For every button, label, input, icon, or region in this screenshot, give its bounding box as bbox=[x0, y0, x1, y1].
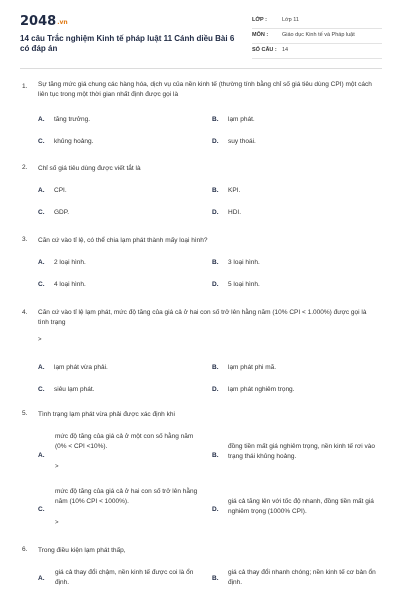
option-letter: C. bbox=[38, 138, 45, 145]
question-text: Tình trạng lạm phát vừa phải được xác định khi bbox=[38, 411, 175, 418]
option-letter: C. bbox=[38, 209, 45, 216]
option-letter: A. bbox=[38, 575, 45, 582]
option-text: siêu lạm phát. bbox=[54, 386, 95, 393]
question-text: Trong điều kiện lạm phát thấp, bbox=[38, 547, 126, 554]
option-letter: A. bbox=[38, 187, 45, 194]
option-d[interactable]: giá cả tăng lên với tốc độ nhanh, đồng tiền mất giá nghiêm trọng (1000% CPI). bbox=[228, 498, 374, 515]
question-number: 2. bbox=[22, 164, 28, 171]
logo-suffix: .vn bbox=[57, 19, 68, 26]
option-text: lạm phát phi mã. bbox=[228, 364, 277, 371]
meta-label: MÔN : bbox=[252, 32, 269, 38]
option-letter: D. bbox=[212, 138, 219, 145]
document-title: 14 câu Trắc nghiệm Kinh tế pháp luật 11 Cánh diều Bài 6 có đáp án bbox=[20, 34, 235, 53]
question-number: 6. bbox=[22, 546, 28, 553]
question-number: 3. bbox=[22, 236, 28, 243]
answer-arrow: > bbox=[55, 464, 59, 470]
option-letter: D. bbox=[212, 386, 219, 393]
option-letter: A. bbox=[38, 116, 45, 123]
option-letter: C. bbox=[38, 506, 45, 513]
option-letter: C. bbox=[38, 281, 45, 288]
meta-label: SỐ CÂU : bbox=[252, 47, 277, 53]
option-letter: B. bbox=[212, 259, 219, 266]
logo-text: 2048 bbox=[20, 14, 57, 29]
option-text: 4 loại hình. bbox=[54, 281, 86, 288]
option-letter: A. bbox=[38, 452, 45, 459]
meta-value: Giáo dục Kinh tế và Pháp luật bbox=[282, 32, 355, 38]
option-a[interactable]: mức độ tăng của giá cả ở một con số hằng năm (0% < CPI <10%). bbox=[55, 433, 194, 450]
option-text: khủng hoảng. bbox=[54, 138, 94, 145]
question-number: 5. bbox=[22, 410, 28, 417]
meta-value: Lớp 11 bbox=[282, 17, 299, 23]
option-text: tăng trưởng. bbox=[54, 116, 91, 123]
option-letter: B. bbox=[212, 187, 219, 194]
option-text: KPI. bbox=[228, 187, 241, 194]
option-letter: D. bbox=[212, 506, 219, 513]
question-text: Sự tăng mức giá chung các hàng hóa, dịch vụ của nền kinh tế (thường tính bằng chỉ số giá tiêu dùng CPI) một cách liên tục trong một thời gian nhất định được gọi là bbox=[38, 81, 372, 98]
option-letter: D. bbox=[212, 209, 219, 216]
option-letter: B. bbox=[212, 575, 219, 582]
question-number: 1. bbox=[22, 83, 28, 90]
option-b[interactable]: giá cả thay đổi nhanh chóng; nền kinh tế cơ bản ổn định. bbox=[228, 569, 376, 586]
option-b[interactable]: đồng tiền mất giá nghiêm trọng, nền kinh tế rơi vào trạng thái khủng hoảng. bbox=[228, 443, 375, 460]
option-letter: D. bbox=[212, 281, 219, 288]
meta-value: 14 bbox=[282, 47, 289, 53]
option-c[interactable]: mức độ tăng của giá cả ở hai con số trở lên hằng năm (10% CPI < 1000%). bbox=[55, 488, 198, 505]
answer-arrow: > bbox=[38, 337, 42, 343]
option-text: 2 loại hình. bbox=[54, 259, 86, 266]
option-letter: B. bbox=[212, 116, 219, 123]
option-text: suy thoái. bbox=[228, 138, 256, 145]
question-number: 4. bbox=[22, 309, 28, 316]
question-text: Căn cứ vào tỉ lệ, có thể chia lạm phát thành mấy loại hình? bbox=[38, 237, 208, 244]
option-text: lạm phát. bbox=[228, 116, 255, 123]
option-letter: A. bbox=[38, 364, 45, 371]
question-text: Chỉ số giá tiêu dùng được viết tắt là bbox=[38, 165, 141, 172]
option-a[interactable]: giá cả thay đổi chậm, nền kinh tế được coi là ổn định. bbox=[55, 569, 194, 586]
option-letter: A. bbox=[38, 259, 45, 266]
option-text: GDP. bbox=[54, 209, 70, 216]
option-text: lạm phát nghiêm trọng. bbox=[228, 386, 295, 393]
meta-label: LỚP : bbox=[252, 17, 267, 23]
option-letter: B. bbox=[212, 364, 219, 371]
option-letter: B. bbox=[212, 452, 219, 459]
answer-arrow: > bbox=[55, 520, 59, 526]
option-text: 3 loại hình. bbox=[228, 259, 260, 266]
option-text: lạm phát vừa phải. bbox=[54, 364, 108, 371]
option-text: CPI. bbox=[54, 187, 67, 194]
option-letter: C. bbox=[38, 386, 45, 393]
option-text: HDI. bbox=[228, 209, 241, 216]
question-text: Căn cứ vào tỉ lệ lạm phát, mức độ tăng của giá cả ở hai con số trở lên hằng năm (10% CPI < 1.000%) được gọi là tình trạng bbox=[38, 309, 367, 326]
option-text: 5 loại hình. bbox=[228, 281, 260, 288]
